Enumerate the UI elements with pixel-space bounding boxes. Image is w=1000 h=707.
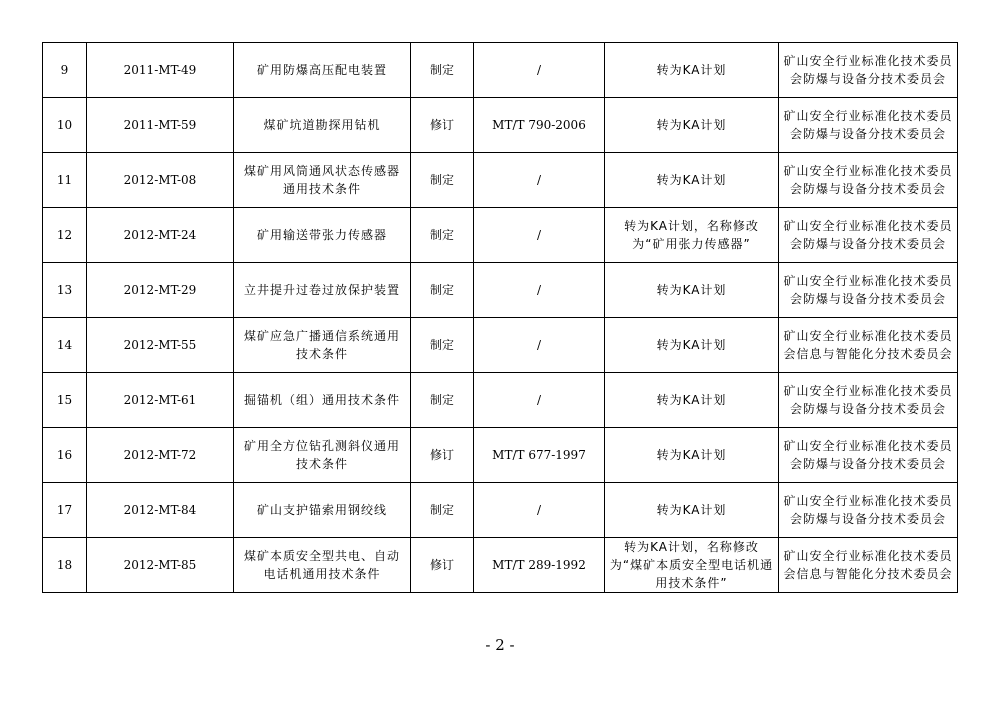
table-row [43, 428, 958, 483]
revision-type-cell: 制定 [411, 373, 474, 428]
remark-cell: 转为KA计划 [605, 428, 779, 483]
row-number-cell: 10 [43, 98, 87, 153]
row-number-cell: 17 [43, 483, 87, 538]
standard-name-cell: 掘锚机（组）通用技术条件 [234, 373, 411, 428]
row-number-cell: 12 [43, 208, 87, 263]
standard-name-cell: 煤矿应急广播通信系统通用技术条件 [234, 318, 411, 373]
remark-cell: 转为KA计划，名称修改为“矿用张力传感器” [605, 208, 779, 263]
replaced-standard-cell: / [474, 43, 605, 98]
replaced-standard-cell: / [474, 318, 605, 373]
replaced-standard-cell: / [474, 373, 605, 428]
revision-type-cell: 修订 [411, 538, 474, 593]
remark-cell: 转为KA计划 [605, 318, 779, 373]
table-row [43, 373, 958, 428]
standard-name-cell: 煤矿坑道勘探用钻机 [234, 98, 411, 153]
row-number-cell: 15 [43, 373, 87, 428]
plan-number-cell: 2012-MT-61 [87, 373, 234, 428]
standard-name-cell: 立井提升过卷过放保护装置 [234, 263, 411, 318]
plan-number-cell: 2012-MT-08 [87, 153, 234, 208]
replaced-standard-cell: MT/T 677-1997 [474, 428, 605, 483]
technical-committee-cell: 矿山安全行业标准化技术委员会防爆与设备分技术委员会 [779, 483, 958, 538]
replaced-standard-cell: / [474, 153, 605, 208]
revision-type-cell: 制定 [411, 483, 474, 538]
revision-type-cell: 制定 [411, 208, 474, 263]
plan-number-cell: 2011-MT-49 [87, 43, 234, 98]
plan-number-cell: 2012-MT-85 [87, 538, 234, 593]
revision-type-cell: 制定 [411, 318, 474, 373]
table-row [43, 98, 958, 153]
plan-number-cell: 2012-MT-72 [87, 428, 234, 483]
revision-type-cell: 制定 [411, 263, 474, 318]
standard-name-cell: 矿用防爆高压配电装置 [234, 43, 411, 98]
plan-number-cell: 2012-MT-55 [87, 318, 234, 373]
plan-number-cell: 2012-MT-24 [87, 208, 234, 263]
standard-name-cell: 煤矿用风筒通风状态传感器通用技术条件 [234, 153, 411, 208]
revision-type-cell: 修订 [411, 98, 474, 153]
remark-cell: 转为KA计划，名称修改为“煤矿本质安全型电话机通用技术条件” [605, 538, 779, 593]
row-number-cell: 14 [43, 318, 87, 373]
remark-cell: 转为KA计划 [605, 98, 779, 153]
plan-number-cell: 2012-MT-29 [87, 263, 234, 318]
technical-committee-cell: 矿山安全行业标准化技术委员会防爆与设备分技术委员会 [779, 98, 958, 153]
standards-table [42, 42, 958, 593]
remark-cell: 转为KA计划 [605, 483, 779, 538]
row-number-cell: 9 [43, 43, 87, 98]
remark-cell: 转为KA计划 [605, 153, 779, 208]
technical-committee-cell: 矿山安全行业标准化技术委员会防爆与设备分技术委员会 [779, 263, 958, 318]
standard-name-cell: 矿用全方位钻孔测斜仪通用技术条件 [234, 428, 411, 483]
replaced-standard-cell: / [474, 263, 605, 318]
replaced-standard-cell: / [474, 208, 605, 263]
table-row [43, 43, 958, 98]
table-row [43, 153, 958, 208]
technical-committee-cell: 矿山安全行业标准化技术委员会防爆与设备分技术委员会 [779, 43, 958, 98]
row-number-cell: 13 [43, 263, 87, 318]
technical-committee-cell: 矿山安全行业标准化技术委员会防爆与设备分技术委员会 [779, 208, 958, 263]
row-number-cell: 16 [43, 428, 87, 483]
remark-cell: 转为KA计划 [605, 43, 779, 98]
revision-type-cell: 制定 [411, 153, 474, 208]
technical-committee-cell: 矿山安全行业标准化技术委员会防爆与设备分技术委员会 [779, 373, 958, 428]
table-body [43, 43, 958, 593]
remark-cell: 转为KA计划 [605, 373, 779, 428]
table-row [43, 318, 958, 373]
technical-committee-cell: 矿山安全行业标准化技术委员会防爆与设备分技术委员会 [779, 428, 958, 483]
table-row [43, 483, 958, 538]
replaced-standard-cell: MT/T 289-1992 [474, 538, 605, 593]
revision-type-cell: 修订 [411, 428, 474, 483]
replaced-standard-cell: MT/T 790-2006 [474, 98, 605, 153]
table-row [43, 208, 958, 263]
technical-committee-cell: 矿山安全行业标准化技术委员会信息与智能化分技术委员会 [779, 538, 958, 593]
technical-committee-cell: 矿山安全行业标准化技术委员会防爆与设备分技术委员会 [779, 153, 958, 208]
table-row [43, 263, 958, 318]
technical-committee-cell: 矿山安全行业标准化技术委员会信息与智能化分技术委员会 [779, 318, 958, 373]
row-number-cell: 11 [43, 153, 87, 208]
revision-type-cell: 制定 [411, 43, 474, 98]
remark-cell: 转为KA计划 [605, 263, 779, 318]
replaced-standard-cell: / [474, 483, 605, 538]
row-number-cell: 18 [43, 538, 87, 593]
plan-number-cell: 2011-MT-59 [87, 98, 234, 153]
standard-name-cell: 矿用输送带张力传感器 [234, 208, 411, 263]
page-number: - 2 - [485, 636, 515, 654]
standard-name-cell: 矿山支护锚索用钢绞线 [234, 483, 411, 538]
table-row [43, 538, 958, 593]
standard-name-cell: 煤矿本质安全型共电、自动电话机通用技术条件 [234, 538, 411, 593]
plan-number-cell: 2012-MT-84 [87, 483, 234, 538]
